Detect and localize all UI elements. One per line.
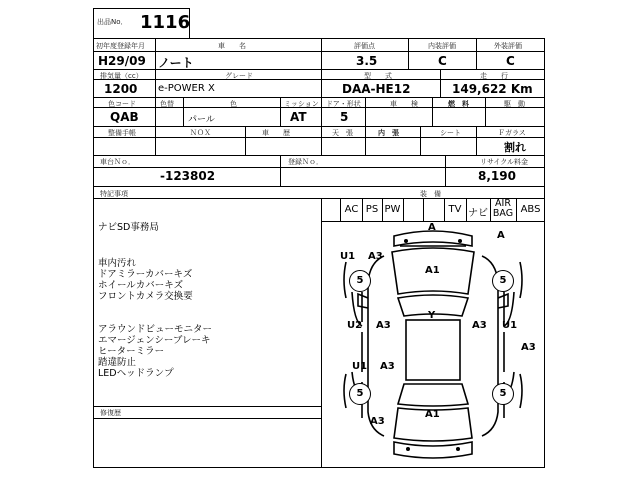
recycle-value: 8,190 (478, 169, 516, 183)
note-line: ヒーターミラー (98, 346, 165, 357)
mission-label: ミッション (284, 100, 319, 108)
damage-left-door-front: U2 (347, 320, 363, 331)
model-value: ノート (158, 56, 194, 70)
equip-airbag: AIR BAG (492, 198, 514, 219)
mission-value: AT (290, 110, 307, 124)
hline (93, 126, 545, 127)
note-line: ナビSD事務局 (98, 222, 159, 233)
equip-tv: TV (448, 204, 462, 215)
lot-label: 出品No． (97, 18, 128, 26)
type-label: 型 式 (364, 72, 392, 80)
color-code-value: QAB (110, 110, 139, 124)
equip-ac: AC (344, 204, 359, 215)
vline (445, 155, 446, 186)
vline (321, 38, 322, 69)
damage-front-right: A (497, 230, 505, 241)
score-label: 評価点 (354, 42, 375, 50)
roof-label: 天 張 (332, 129, 353, 137)
vline (423, 198, 424, 221)
vline (321, 69, 322, 97)
vline (155, 97, 156, 126)
damage-roof: Y (428, 310, 436, 321)
chassis-value: -123802 (160, 169, 216, 183)
vline (155, 126, 156, 155)
vline (321, 126, 322, 155)
color-change-label: 色替 (160, 100, 174, 108)
damage-right-door-front: U1 (502, 320, 518, 331)
note-line: LEDヘッドランプ (98, 368, 174, 379)
color-type-value: パール (188, 115, 215, 125)
vline (420, 126, 421, 155)
damage-circle-rear-left-wheel: 5 (349, 383, 371, 405)
inspection-label: 車 検 (390, 100, 418, 108)
doors-label: ドア・形状 (326, 100, 361, 108)
seat-label: シート (440, 129, 461, 137)
hline (93, 51, 545, 52)
damage-rear-left-2: A3 (380, 361, 395, 372)
reg-label: 登録Ｎｏ． (288, 158, 323, 166)
fuel-label: 燃 料 (448, 100, 469, 108)
hline (93, 79, 545, 80)
damage-circle-front-left-wheel: 5 (349, 270, 371, 292)
cc-value: 1200 (104, 82, 138, 96)
vline (403, 198, 404, 221)
mileage-label: 走 行 (480, 72, 508, 80)
hline (93, 406, 321, 407)
hline (93, 418, 321, 419)
doors-value: 5 (340, 110, 349, 124)
notes-group-1 (98, 222, 159, 233)
exterior-score-label: 外装評価 (494, 42, 522, 50)
manual-label: 整備手帳 (108, 129, 136, 137)
history-label: 車 歴 (262, 129, 290, 137)
hline (93, 137, 545, 138)
vline (280, 155, 281, 186)
equip-abs: ABS (520, 204, 541, 215)
color-code-label: 色コード (108, 100, 136, 108)
notes-group-3 (98, 324, 212, 379)
first-reg-label: 初年度登録年月 (96, 42, 145, 50)
vline (408, 38, 409, 69)
damage-rear-bumper: A3 (370, 416, 385, 427)
car-name-label: 車 名 (218, 42, 246, 50)
vline (155, 38, 156, 69)
vline (485, 97, 486, 126)
grade-value: e-POWER X (158, 83, 215, 94)
vline (183, 97, 184, 126)
vline (440, 69, 441, 97)
note-line: 踏違防止 (98, 357, 137, 368)
grade-label: グレード (225, 72, 253, 80)
equip-ps: PS (365, 204, 379, 215)
nox-label: ＮＯＸ (190, 129, 211, 137)
vline (245, 126, 246, 155)
note-line: ドアミラーカバーキズ (98, 269, 193, 280)
damage-rear-left: U1 (352, 361, 368, 372)
damage-front-left-fender-2: A3 (368, 251, 383, 262)
notes-label: 特記事項 (100, 190, 128, 198)
vline (321, 97, 322, 126)
repair-history-label: 修復歴 (100, 409, 121, 417)
hline (93, 155, 545, 156)
equipment-label: 装 備 (420, 190, 441, 198)
vline (476, 38, 477, 69)
damage-front-left-fender: U1 (340, 251, 356, 262)
color-label: 色 (230, 100, 237, 108)
glass-label: Ｆガラス (498, 129, 526, 137)
damage-right-door: A3 (472, 320, 487, 331)
notes-group-2 (98, 258, 193, 302)
vline (280, 97, 281, 126)
note-line: ホイールカバーキズ (98, 280, 184, 291)
damage-circle-rear-right-wheel: 5 (492, 383, 514, 405)
glass-value: 割れ (504, 141, 526, 154)
vline (365, 126, 366, 155)
hline (93, 97, 545, 98)
interior-trim-label: 内 張 (378, 129, 399, 137)
car-diagram (322, 222, 544, 467)
vline (476, 126, 477, 155)
exterior-score-value: C (506, 54, 515, 68)
damage-circle-front-right-wheel: 5 (492, 270, 514, 292)
score-value: 3.5 (356, 54, 378, 68)
type-value: DAA-HE12 (342, 82, 411, 96)
recycle-label: リサイクル料金 (480, 158, 529, 166)
vline (155, 69, 156, 97)
interior-score-value: C (438, 54, 447, 68)
hline (93, 198, 545, 199)
lot-number: 1116 (140, 12, 191, 33)
hline (93, 167, 545, 168)
equip-pw: PW (384, 204, 401, 215)
chassis-label: 車台Ｎｏ． (100, 158, 135, 166)
drive-label: 駆 動 (504, 100, 525, 108)
equip-navi: ナビ (468, 208, 488, 219)
damage-left-door: A3 (376, 320, 391, 331)
hline (93, 186, 545, 187)
damage-rear-hatch: A1 (425, 409, 440, 420)
vline (432, 97, 433, 126)
note-line: アラウンドビューモニター (98, 324, 213, 335)
first-reg-value: H29/09 (98, 54, 146, 68)
damage-front-bumper: A (428, 222, 436, 233)
note-line: フロントカメラ交換要 (98, 291, 193, 302)
damage-hood: A1 (425, 265, 440, 276)
damage-right-side: A3 (521, 342, 536, 353)
interior-score-label: 内装評価 (428, 42, 456, 50)
mileage-value: 149,622 Km (452, 82, 533, 96)
vline (365, 97, 366, 126)
cc-label: 排気量（cc） (100, 72, 143, 80)
note-line: エマージェンシーブレーキ (98, 335, 211, 346)
note-line: 車内汚れ (98, 258, 137, 269)
